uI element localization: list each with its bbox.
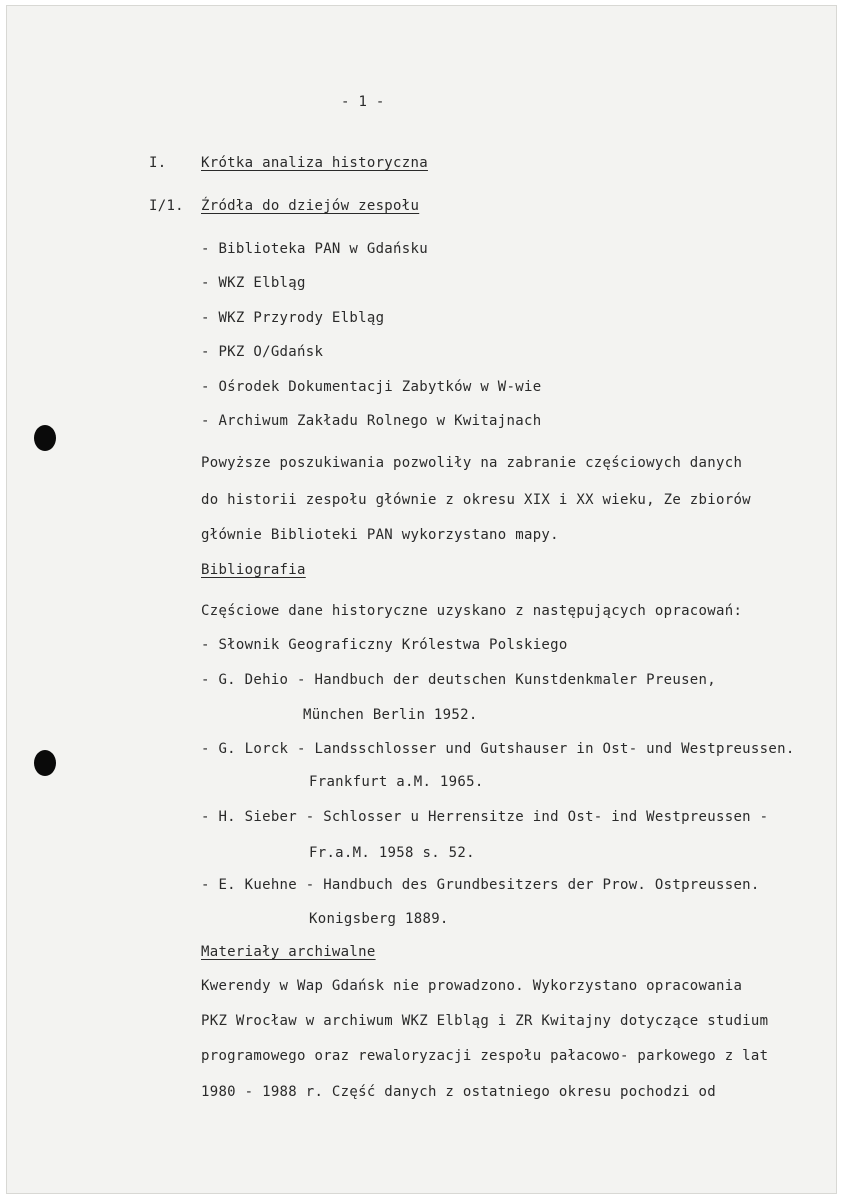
source-item: - Biblioteka PAN w Gdańsku	[201, 241, 428, 257]
archival-line: PKZ Wrocław w archiwum WKZ Elbląg i ZR Kwitajny dotyczące studium	[201, 1013, 769, 1029]
bibliography-intro: Częściowe dane historyczne uzyskano z następujących opracowań:	[201, 603, 743, 619]
archival-line: programowego oraz rewaloryzacji zespołu pałacowo- parkowego z lat	[201, 1048, 769, 1064]
section-number: I.	[149, 155, 167, 171]
bibliography-entry-continuation: Frankfurt a.M. 1965.	[309, 774, 484, 790]
source-item: - WKZ Przyrody Elbląg	[201, 310, 385, 326]
source-item: - Ośrodek Dokumentacji Zabytków w W-wie	[201, 379, 542, 395]
subsection-number: I/1.	[149, 198, 184, 214]
bibliography-entry: - G. Dehio - Handbuch der deutschen Kunstdenkmaler Preusen,	[201, 672, 716, 688]
punch-hole-top	[34, 425, 56, 451]
bibliography-entry: - H. Sieber - Schlosser u Herrensitze ind Ost- ind Westpreussen -	[201, 809, 769, 825]
summary-line: do historii zespołu głównie z okresu XIX i XX wieku, Ze zbiorów	[201, 492, 751, 508]
bibliography-heading: Bibliografia	[201, 562, 306, 578]
source-item: - WKZ Elbląg	[201, 275, 306, 291]
subsection-title: Źródła do dziejów zespołu	[201, 198, 420, 214]
section-title: Krótka analiza historyczna	[201, 155, 428, 171]
bibliography-entry-continuation: Fr.a.M. 1958 s. 52.	[309, 845, 475, 861]
source-item: - Archiwum Zakładu Rolnego w Kwitajnach	[201, 413, 542, 429]
bibliography-entry: - Słownik Geograficzny Królestwa Polskiego	[201, 637, 568, 653]
archival-heading: Materiały archiwalne	[201, 944, 376, 960]
page-number: - 1 -	[341, 94, 385, 110]
summary-line: Powyższe poszukiwania pozwoliły na zabranie częściowych danych	[201, 455, 743, 471]
bibliography-entry: - G. Lorck - Landsschlosser und Gutshauser in Ost- und Westpreussen.	[201, 741, 795, 757]
document-page	[6, 5, 837, 1194]
bibliography-entry-continuation: München Berlin 1952.	[303, 707, 478, 723]
bibliography-entry: - E. Kuehne - Handbuch des Grundbesitzers der Prow. Ostpreussen.	[201, 877, 760, 893]
source-item: - PKZ O/Gdańsk	[201, 344, 324, 360]
archival-line: 1980 - 1988 r. Część danych z ostatniego okresu pochodzi od	[201, 1084, 716, 1100]
punch-hole-bottom	[34, 750, 56, 776]
bibliography-entry-continuation: Konigsberg 1889.	[309, 911, 449, 927]
archival-line: Kwerendy w Wap Gdańsk nie prowadzono. Wykorzystano opracowania	[201, 978, 743, 994]
summary-line: głównie Biblioteki PAN wykorzystano mapy.	[201, 527, 559, 543]
